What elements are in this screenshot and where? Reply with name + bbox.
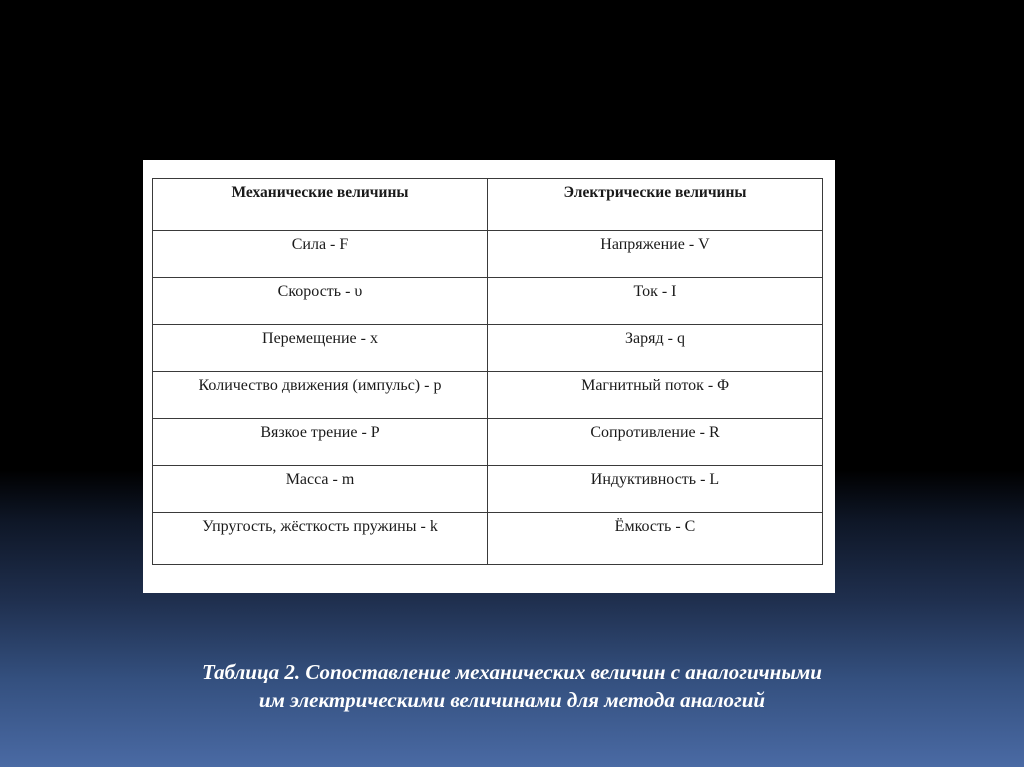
caption-line-2: им электрическими величинами для метода аналогий [258,688,766,712]
electrical-cell: Сопротивление - R [488,419,823,466]
electrical-cell: Магнитный поток - Φ [488,372,823,419]
header-electrical: Электрические величины [488,179,823,231]
mechanical-cell: Количество движения (импульс) - p [153,372,488,419]
table-row [153,278,823,325]
table-row [153,466,823,513]
mechanical-cell: Вязкое трение - P [153,419,488,466]
table-caption [0,658,1024,714]
analogy-table [152,178,823,565]
table-row [153,325,823,372]
table-image [143,160,835,593]
mechanical-cell: Упругость, жёсткость пружины - k [153,513,488,565]
table-row [153,419,823,466]
electrical-cell: Индуктивность - L [488,466,823,513]
table-row [153,513,823,565]
header-mechanical: Механические величины [153,179,488,231]
table-header-row [153,179,823,231]
electrical-cell: Ёмкость - C [488,513,823,565]
mechanical-cell: Масса - m [153,466,488,513]
mechanical-cell: Скорость - υ [153,278,488,325]
mechanical-cell: Сила - F [153,231,488,278]
electrical-cell: Напряжение - V [488,231,823,278]
table-row [153,372,823,419]
table-row [153,231,823,278]
electrical-cell: Заряд - q [488,325,823,372]
electrical-cell: Ток - I [488,278,823,325]
mechanical-cell: Перемещение - x [153,325,488,372]
caption-line-1: Таблица 2. Сопоставление механических величин с аналогичными [202,660,822,684]
